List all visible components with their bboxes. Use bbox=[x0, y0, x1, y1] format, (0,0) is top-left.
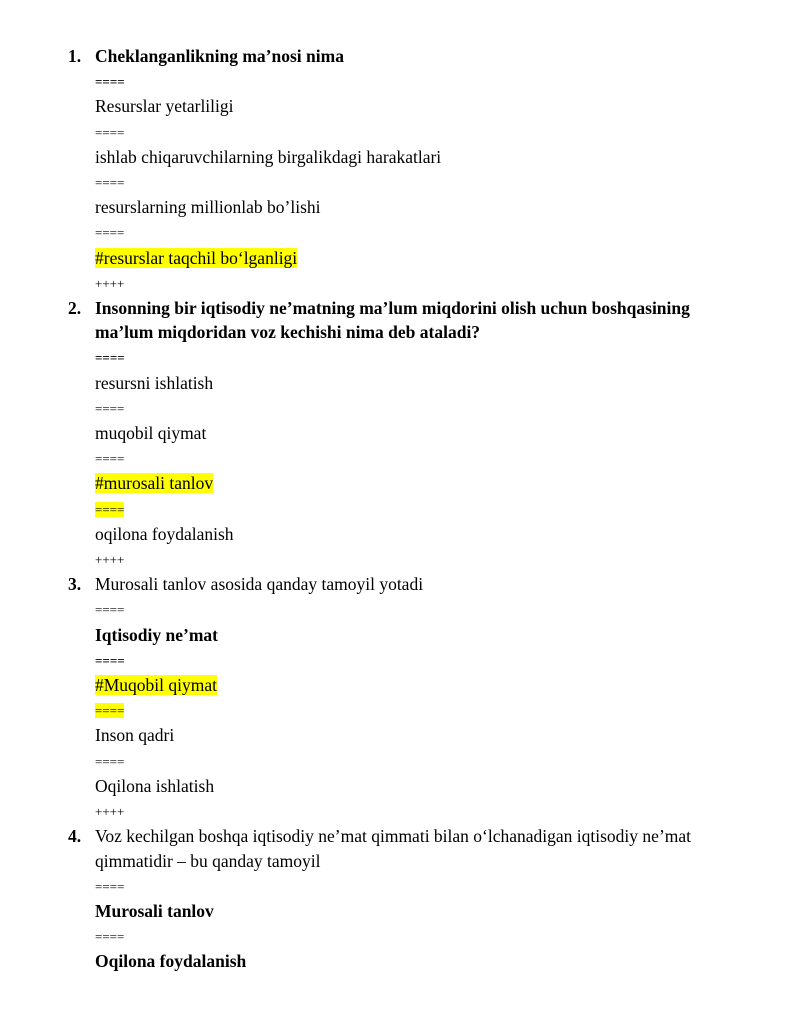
question-number: 4. bbox=[68, 826, 82, 847]
separator bbox=[95, 697, 735, 723]
separator bbox=[95, 546, 735, 572]
answer-option bbox=[95, 145, 735, 169]
line-text: ++++ bbox=[95, 552, 125, 568]
line-text: ==== bbox=[95, 124, 125, 140]
question-block bbox=[0, 824, 800, 973]
separator bbox=[95, 270, 735, 296]
answer-option bbox=[95, 673, 735, 697]
correct-answer-highlight: ==== bbox=[95, 501, 125, 517]
question-text bbox=[95, 44, 735, 68]
line-text: Oqilona ishlatish bbox=[95, 775, 215, 796]
separator bbox=[95, 445, 735, 471]
answer-option bbox=[95, 421, 735, 445]
question-text bbox=[95, 320, 735, 344]
line-text: Oqilona foydalanish bbox=[95, 951, 247, 972]
answer-option bbox=[95, 774, 735, 798]
answer-option bbox=[95, 723, 735, 747]
line-text: Murosali tanlov bbox=[95, 900, 214, 921]
question-block bbox=[0, 572, 800, 824]
question-number: 1. bbox=[68, 46, 82, 66]
separator bbox=[95, 169, 735, 195]
correct-answer-highlight: ==== bbox=[95, 703, 125, 719]
question-lines bbox=[95, 824, 735, 973]
question-text bbox=[95, 824, 735, 848]
line-text: ==== bbox=[95, 878, 125, 894]
line-text: ==== bbox=[95, 225, 125, 241]
answer-option bbox=[95, 522, 735, 546]
line-text: Cheklanganlikning ma’nosi nima bbox=[95, 46, 344, 66]
line-text: oqilona foydalanish bbox=[95, 523, 234, 544]
question-block bbox=[0, 44, 800, 296]
correct-answer-highlight: #murosali tanlov bbox=[95, 473, 214, 494]
separator bbox=[95, 395, 735, 421]
line-text: ==== bbox=[95, 451, 125, 467]
separator bbox=[95, 748, 735, 774]
line-text: Iqtisodiy ne’mat bbox=[95, 624, 218, 645]
question-lines bbox=[95, 44, 735, 296]
line-text: ==== bbox=[95, 652, 125, 668]
answer-option bbox=[95, 94, 735, 118]
document-page bbox=[0, 44, 800, 974]
separator bbox=[95, 119, 735, 145]
line-text: resursni ishlatish bbox=[95, 372, 214, 393]
question-number: 2. bbox=[68, 298, 82, 319]
answer-option bbox=[95, 949, 735, 973]
line-text: ma’lum miqdoridan voz kechishi nima deb ataladi? bbox=[95, 322, 481, 343]
line-text: Murosali tanlov asosida qanday tamoyil yotadi bbox=[95, 574, 424, 595]
question-number: 3. bbox=[68, 574, 82, 595]
question-block bbox=[0, 296, 800, 572]
separator bbox=[95, 798, 735, 824]
line-text: resurslarning millionlab bo’lishi bbox=[95, 197, 321, 218]
question-text bbox=[95, 572, 735, 596]
separator bbox=[95, 923, 735, 949]
answer-option bbox=[95, 371, 735, 395]
separator bbox=[95, 873, 735, 899]
line-text: ishlab chiqaruvchilarning birgalikdagi harakatlari bbox=[95, 146, 442, 167]
separator bbox=[95, 219, 735, 245]
line-text: muqobil qiymat bbox=[95, 423, 207, 444]
line-text: ==== bbox=[95, 753, 125, 769]
question-lines bbox=[95, 572, 735, 824]
line-text: ==== bbox=[95, 175, 125, 191]
separator bbox=[95, 68, 735, 94]
answer-option bbox=[95, 471, 735, 495]
separator bbox=[95, 496, 735, 522]
correct-answer-highlight: #resurslar taqchil bo‘lganligi bbox=[95, 247, 298, 268]
answer-option bbox=[95, 623, 735, 647]
answer-option bbox=[95, 246, 735, 270]
line-text: ++++ bbox=[95, 275, 125, 291]
line-text: Voz kechilgan boshqa iqtisodiy ne’mat qimmati bilan o‘lchanadigan iqtisodiy ne’mat bbox=[95, 826, 692, 847]
line-text: Inson qadri bbox=[95, 725, 175, 746]
answer-option bbox=[95, 899, 735, 923]
separator bbox=[95, 596, 735, 622]
line-text: ==== bbox=[95, 602, 125, 618]
line-text: Resurslar yetarliligi bbox=[95, 96, 234, 117]
line-text: ==== bbox=[95, 400, 125, 416]
question-lines bbox=[95, 296, 735, 572]
line-text: qimmatidir – bu qanday tamoyil bbox=[95, 850, 321, 871]
line-text: ==== bbox=[95, 350, 125, 366]
line-text: ==== bbox=[95, 74, 125, 90]
question-text bbox=[95, 849, 735, 873]
line-text: Insonning bir iqtisodiy ne’matning ma’lum miqdorini olish uchun boshqasining bbox=[95, 298, 690, 319]
question-text bbox=[95, 296, 735, 320]
line-text: ==== bbox=[95, 929, 125, 945]
correct-answer-highlight: #Muqobil qiymat bbox=[95, 675, 218, 696]
line-text: ++++ bbox=[95, 804, 125, 820]
separator bbox=[95, 647, 735, 673]
answer-option bbox=[95, 195, 735, 219]
separator bbox=[95, 344, 735, 370]
